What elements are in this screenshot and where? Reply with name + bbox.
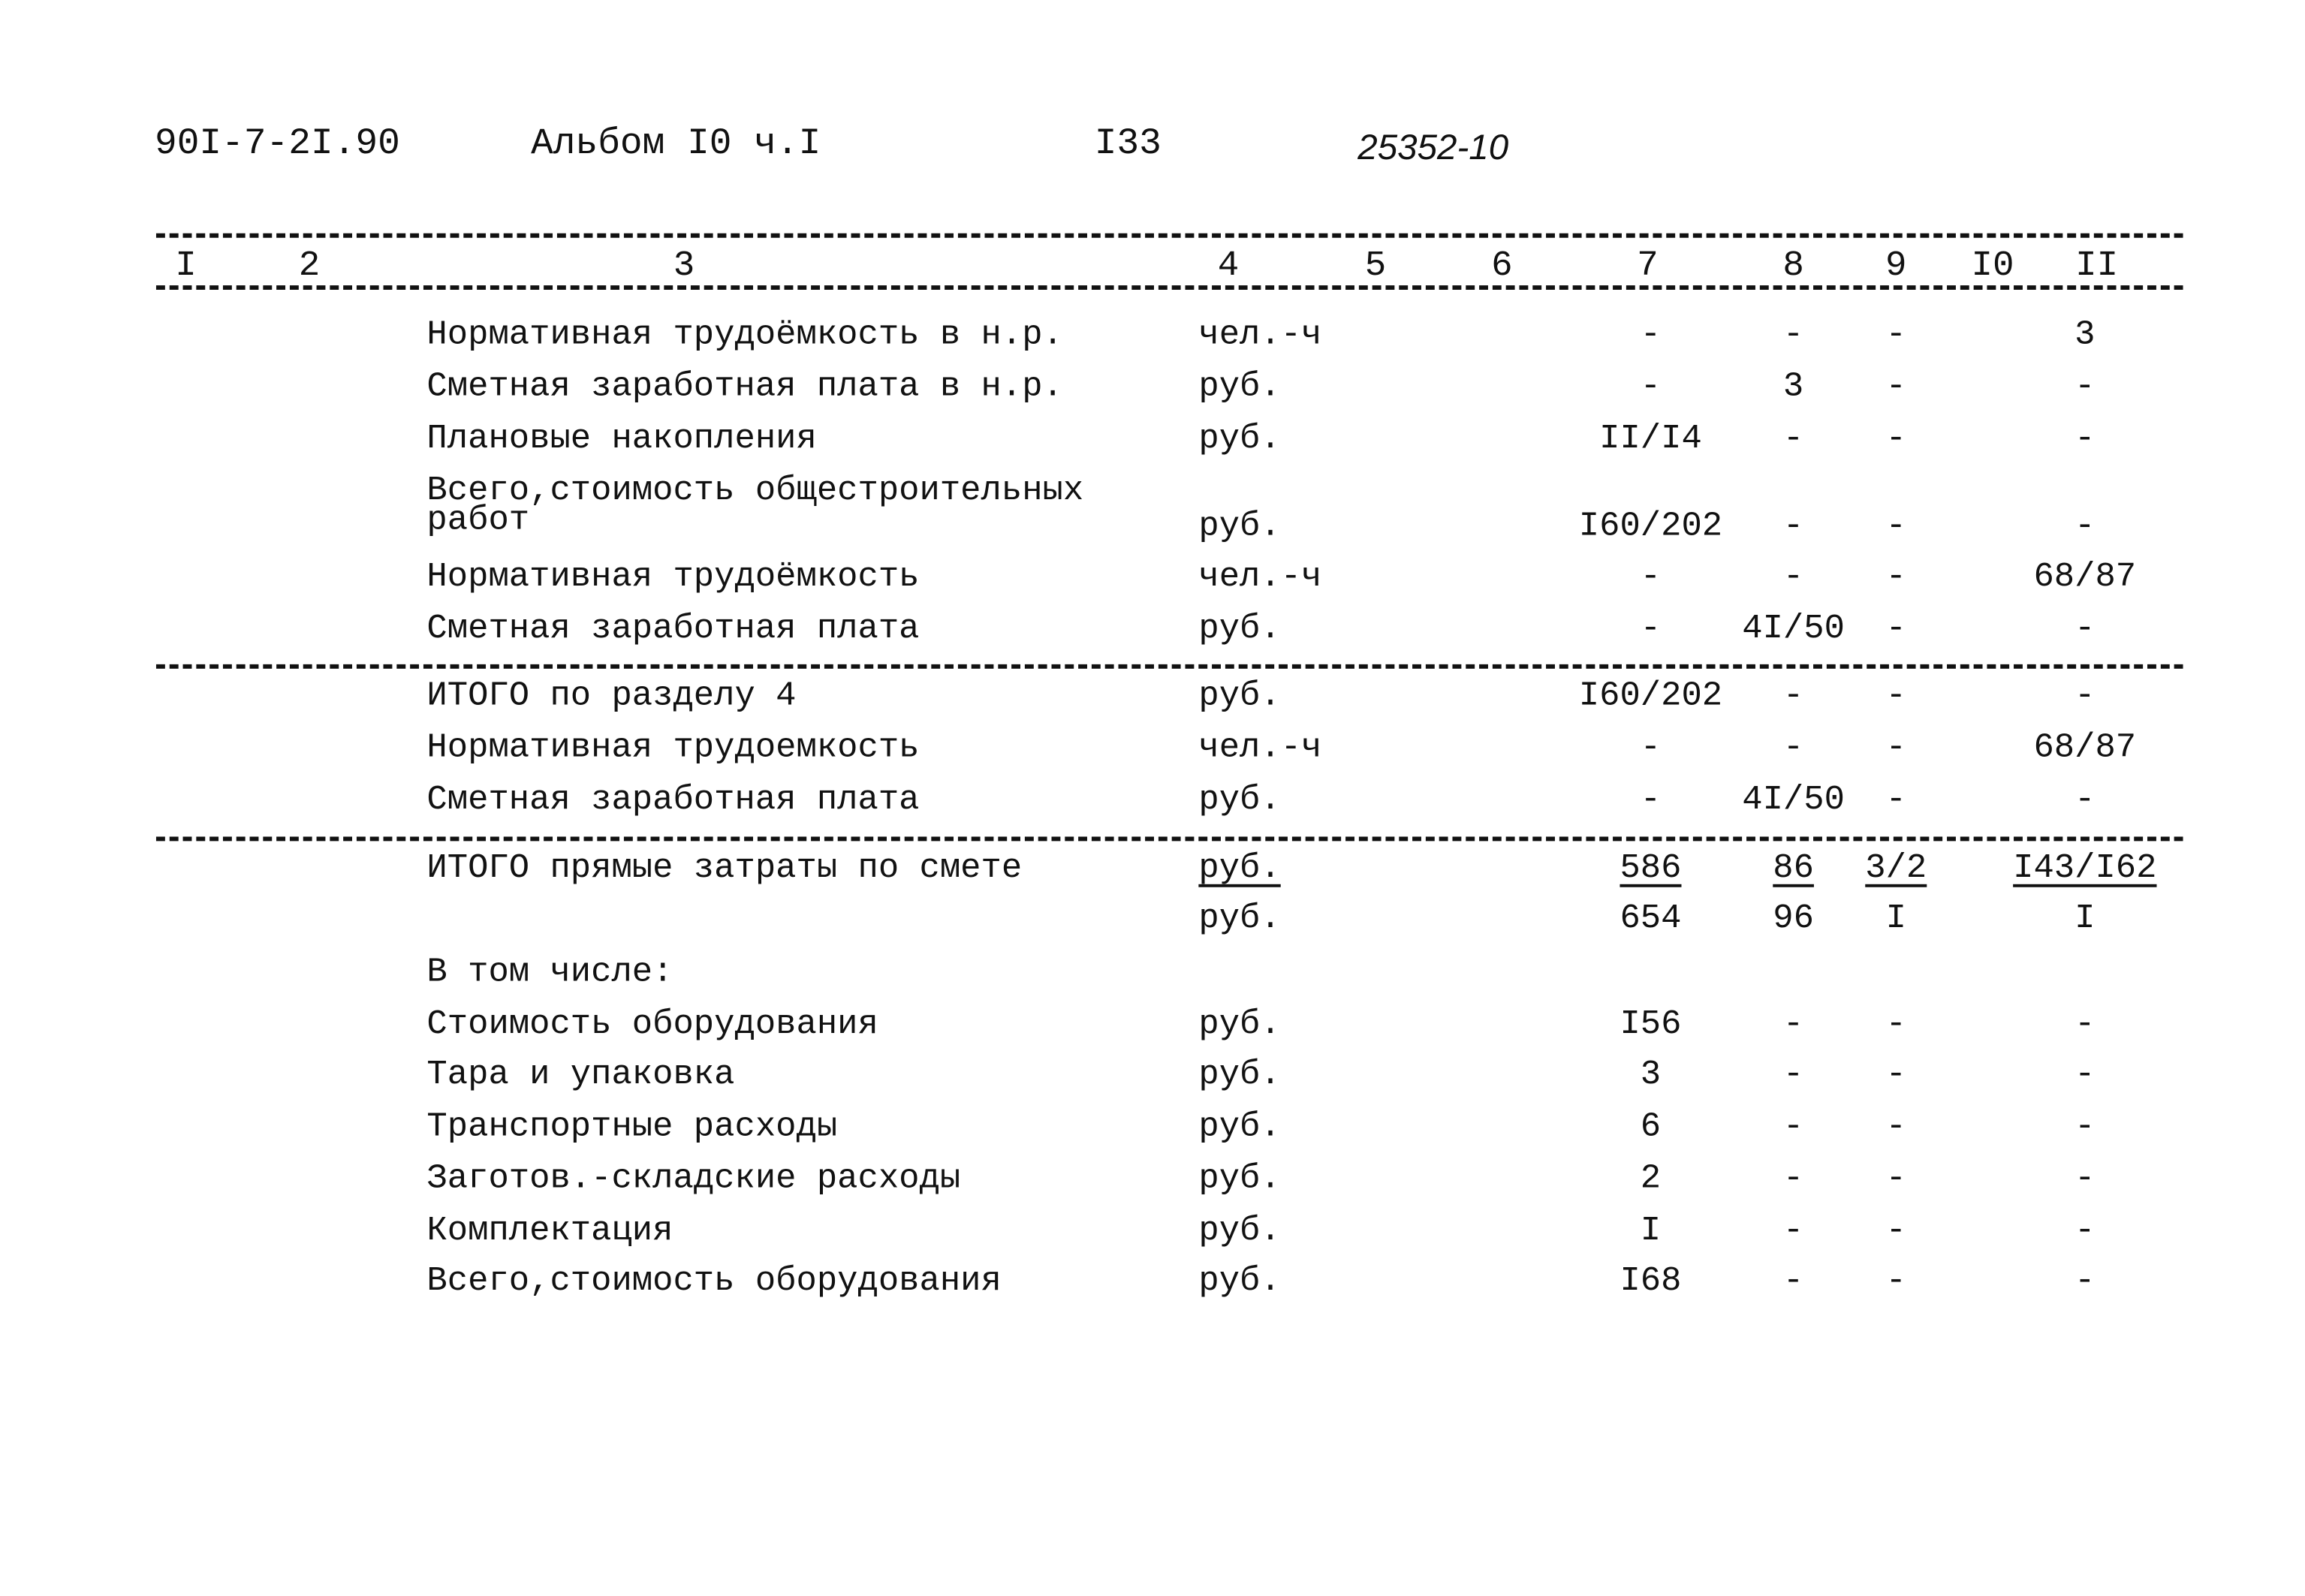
cell-col11: 68/87 xyxy=(2033,727,2137,767)
cell-col8: - xyxy=(1782,1004,1804,1043)
cell-col9: - xyxy=(1885,1107,1906,1146)
cell-col8: - xyxy=(1782,419,1804,458)
row-unit: руб. xyxy=(1198,1261,1281,1301)
cell-col7: - xyxy=(1640,609,1662,649)
cell-col7: I56 xyxy=(1620,1004,1682,1043)
row-unit: руб. xyxy=(1198,1211,1281,1250)
cell-col7: I60/202 xyxy=(1578,507,1723,546)
cell-col9: - xyxy=(1885,676,1906,715)
column-number: I0 xyxy=(1971,246,2014,288)
row-label: Нормативная трудоёмкость в н.р. xyxy=(426,315,1063,354)
cell-col11: - xyxy=(2074,1211,2096,1250)
column-number: 9 xyxy=(1885,246,1907,288)
cell-col8: - xyxy=(1782,1211,1804,1250)
header-top-rule xyxy=(156,233,2183,238)
cell-col11: - xyxy=(2074,507,2096,546)
cell-col7: 3 xyxy=(1640,1055,1662,1094)
cell-col7: I68 xyxy=(1620,1261,1682,1301)
row-label: Всего,стоимость оборудования xyxy=(426,1261,1002,1301)
cell-col9: - xyxy=(1885,727,1906,767)
cell-col11: I xyxy=(2074,899,2096,938)
section-divider xyxy=(156,664,2183,669)
row-unit: руб. xyxy=(1198,609,1281,649)
column-number: 4 xyxy=(1217,246,1240,288)
column-number: 3 xyxy=(673,246,695,288)
row-unit: руб. xyxy=(1198,366,1281,406)
handwritten-stamp: 25352-10 xyxy=(1357,128,1509,168)
cell-col8: 86 xyxy=(1773,848,1814,887)
cell-col8: - xyxy=(1782,507,1804,546)
cell-col7: I xyxy=(1640,1211,1662,1250)
cell-col7: - xyxy=(1640,727,1662,767)
row-label: Нормативная трудоёмкость xyxy=(426,557,920,596)
cell-col9: I xyxy=(1885,899,1906,938)
album-label: Альбом I0 ч.I xyxy=(531,122,821,165)
cell-col7: - xyxy=(1640,366,1662,406)
cell-col11: - xyxy=(2074,676,2096,715)
row-unit: руб. xyxy=(1198,676,1281,715)
cell-col11: - xyxy=(2074,1159,2096,1198)
cell-col8: - xyxy=(1782,557,1804,596)
cell-col8: - xyxy=(1782,727,1804,767)
cell-col11: - xyxy=(2074,1055,2096,1094)
cell-col8: - xyxy=(1782,676,1804,715)
cell-col8: - xyxy=(1782,1159,1804,1198)
row-label: В том числе: xyxy=(426,952,673,992)
column-number: 6 xyxy=(1491,246,1513,288)
cell-col11: - xyxy=(2074,366,2096,406)
row-label: Сметная заработная плата xyxy=(426,780,920,819)
cell-col8: - xyxy=(1782,1107,1804,1146)
cell-col7: - xyxy=(1640,780,1662,819)
cell-col9: - xyxy=(1885,419,1906,458)
cell-col8: 3 xyxy=(1782,366,1804,406)
cell-col7: 654 xyxy=(1620,899,1682,938)
cell-col9: - xyxy=(1885,1159,1906,1198)
row-unit: руб. xyxy=(1198,780,1281,819)
row-unit: чел.-ч xyxy=(1198,727,1322,767)
cell-col7: 586 xyxy=(1620,848,1682,887)
row-unit: руб. xyxy=(1198,507,1281,546)
row-label: ИТОГО по разделу 4 xyxy=(426,676,797,715)
cell-col8: 4I/50 xyxy=(1742,609,1845,649)
cell-col7: 6 xyxy=(1640,1107,1662,1146)
row-label: Сметная заработная плата xyxy=(426,609,920,649)
cell-col11: 68/87 xyxy=(2033,557,2137,596)
cell-col9: - xyxy=(1885,609,1906,649)
row-unit: руб. xyxy=(1198,1159,1281,1198)
cell-col9: - xyxy=(1885,1211,1906,1250)
cell-col9: 3/2 xyxy=(1865,848,1927,887)
row-label: ИТОГО прямые затраты по смете xyxy=(426,848,1023,887)
cell-col8: - xyxy=(1782,1261,1804,1301)
row-label: Заготов.-складские расходы xyxy=(426,1159,961,1198)
cell-col7: - xyxy=(1640,315,1662,354)
cell-col8: 96 xyxy=(1773,899,1814,938)
cell-col11: - xyxy=(2074,609,2096,649)
cell-col8: - xyxy=(1782,315,1804,354)
cell-col7: II/I4 xyxy=(1599,419,1702,458)
column-number: 5 xyxy=(1364,246,1387,288)
row-label-cont: работ xyxy=(426,501,530,540)
column-number: II xyxy=(2075,246,2119,288)
row-label: Стоимость оборудования xyxy=(426,1004,878,1043)
cell-col9: - xyxy=(1885,315,1906,354)
header-bottom-rule xyxy=(156,285,2183,290)
cell-col11: 3 xyxy=(2074,315,2096,354)
row-unit: руб. xyxy=(1198,899,1281,938)
cell-col11: - xyxy=(2074,780,2096,819)
section-divider xyxy=(156,836,2183,841)
row-unit: руб. xyxy=(1198,1004,1281,1043)
row-label: Комплектация xyxy=(426,1211,673,1250)
cell-col7: - xyxy=(1640,557,1662,596)
cell-col11: - xyxy=(2074,1107,2096,1146)
cell-col7: 2 xyxy=(1640,1159,1662,1198)
cell-col11: - xyxy=(2074,419,2096,458)
row-label: Тара и упаковка xyxy=(426,1055,735,1094)
row-unit: чел.-ч xyxy=(1198,557,1322,596)
cell-col11: I43/I62 xyxy=(2013,848,2157,887)
page-number: I33 xyxy=(1094,122,1162,165)
cell-col9: - xyxy=(1885,1261,1906,1301)
cell-col9: - xyxy=(1885,780,1906,819)
row-unit: руб. xyxy=(1198,1055,1281,1094)
column-number: I xyxy=(175,246,197,288)
cell-col9: - xyxy=(1885,366,1906,406)
cell-col9: - xyxy=(1885,1004,1906,1043)
cell-col11: - xyxy=(2074,1261,2096,1301)
cell-col11: - xyxy=(2074,1004,2096,1043)
cell-col7: I60/202 xyxy=(1578,676,1723,715)
cell-col9: - xyxy=(1885,507,1906,546)
column-number: 2 xyxy=(298,246,321,288)
row-label: Плановые накопления xyxy=(426,419,817,458)
doc-code: 90I-7-2I.90 xyxy=(154,122,400,165)
row-label: Транспортные расходы xyxy=(426,1107,838,1146)
column-number: 8 xyxy=(1782,246,1804,288)
row-unit: чел.-ч xyxy=(1198,315,1322,354)
cell-col9: - xyxy=(1885,557,1906,596)
column-number: 7 xyxy=(1637,246,1659,288)
row-unit: руб. xyxy=(1198,419,1281,458)
row-unit: руб. xyxy=(1198,848,1281,887)
row-unit: руб. xyxy=(1198,1107,1281,1146)
cell-col8: - xyxy=(1782,1055,1804,1094)
row-label: Сметная заработная плата в н.р. xyxy=(426,366,1063,406)
cell-col8: 4I/50 xyxy=(1742,780,1845,819)
cell-col9: - xyxy=(1885,1055,1906,1094)
row-label: Всего,стоимость общестроительных xyxy=(426,471,1084,510)
row-label: Нормативная трудоемкость xyxy=(426,727,920,767)
